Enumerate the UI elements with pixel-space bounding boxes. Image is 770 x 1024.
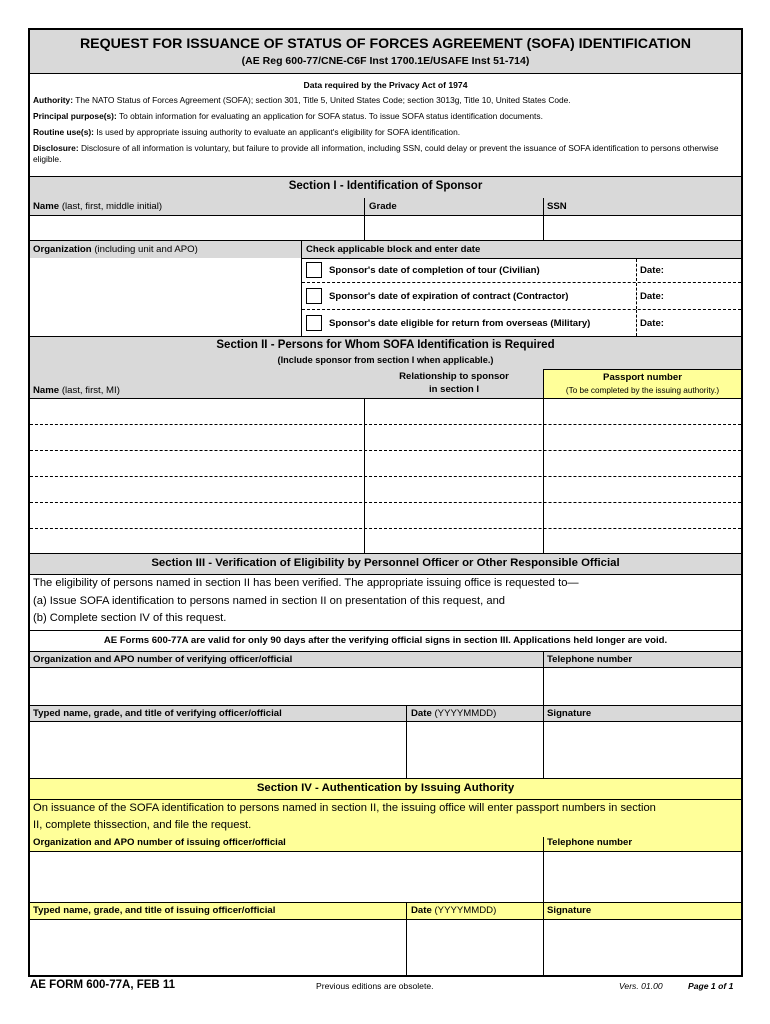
form-version: Vers. 01.00 xyxy=(619,981,663,991)
section4-heading: Section IV - Authentication by Issuing Authority xyxy=(256,782,515,794)
verifying-typed-name-input[interactable] xyxy=(31,722,405,778)
sponsor-grade-label: Grade xyxy=(369,201,397,212)
persons-name-label: Name (last, first, MI) xyxy=(33,385,120,396)
sponsor-org-label: Organization (including unit and APO) xyxy=(33,244,198,255)
section4-line2: II, complete thissection, and file the request. xyxy=(33,819,252,831)
person-row-2[interactable] xyxy=(31,425,741,449)
sponsor-ssn-input[interactable] xyxy=(544,216,740,240)
verifying-signature-input[interactable] xyxy=(544,722,740,778)
person-row-1[interactable] xyxy=(31,399,741,423)
section3-line1: The eligibility of persons named in section II has been verified. The appropriate issuing office is requested to— xyxy=(33,577,579,589)
verifying-date-label: Date (YYYYMMDD) xyxy=(411,708,497,719)
person-row-5[interactable] xyxy=(31,503,741,527)
civilian-date-input[interactable] xyxy=(670,260,740,280)
checkbox-civilian[interactable] xyxy=(306,262,322,278)
privacy-disclosure: Disclosure: Disclosure of all information is voluntary, but failure to provide all information, including SSN, could delay or prevent the issuance of SOFA identification to persons otherwise eligible. xyxy=(33,143,719,164)
issuing-date-input[interactable] xyxy=(407,920,542,976)
contractor-date-input[interactable] xyxy=(670,285,740,307)
privacy-heading: Data required by the Privacy Act of 1974 xyxy=(303,80,468,90)
passport-hint: (To be completed by the issuing authority.) xyxy=(565,386,720,395)
form-subtitle: (AE Reg 600-77/CNE-C6F Inst 1700.1E/USAFE Inst 51-714) xyxy=(241,55,530,67)
page-number: Page 1 of 1 xyxy=(688,981,734,991)
verifying-phone-input[interactable] xyxy=(544,668,740,705)
section3-line2: (a) Issue SOFA identification to persons named in section II on presentation of this request, and xyxy=(33,595,506,607)
sponsor-name-input[interactable] xyxy=(31,216,363,240)
verifying-org-input[interactable] xyxy=(31,668,542,705)
verifying-signature-label: Signature xyxy=(547,708,592,719)
verifying-date-input[interactable] xyxy=(407,722,542,778)
issuing-org-label: Organization and APO number of issuing officer/official xyxy=(33,837,286,848)
section2-heading: Section II - Persons for Whom SOFA Identification is Required xyxy=(216,339,555,351)
issuing-phone-label: Telephone number xyxy=(547,837,633,848)
checkbox-military[interactable] xyxy=(306,315,322,331)
option-contractor-label: Sponsor's date of expiration of contract (Contractor) xyxy=(329,291,569,302)
person-row-6[interactable] xyxy=(31,529,741,553)
option-civilian-date-label: Date: xyxy=(640,265,664,276)
obsolete-notice: Previous editions are obsolete. xyxy=(316,981,434,991)
form-id: AE FORM 600-77A, FEB 11 xyxy=(30,979,176,991)
verifying-typed-name-label: Typed name, grade, and title of verifying officer/official xyxy=(33,708,282,719)
issuing-signature-label: Signature xyxy=(547,905,592,916)
option-contractor-date-label: Date: xyxy=(640,291,664,302)
validity-notice: AE Forms 600-77A are valid for only 90 days after the verifying official signs in section III. Applications held longer are void. xyxy=(103,635,668,646)
issuing-date-label: Date (YYYYMMDD) xyxy=(411,905,497,916)
relationship-label-line1: Relationship to sponsor xyxy=(399,371,509,382)
sponsor-name-label: Name (last, first, middle initial) xyxy=(33,201,163,212)
person-row-3[interactable] xyxy=(31,451,741,475)
person-row-4[interactable] xyxy=(31,477,741,501)
section1-heading: Section I - Identification of Sponsor xyxy=(288,180,483,192)
issuing-typed-name-label: Typed name, grade, and title of issuing officer/official xyxy=(33,905,276,916)
form-title: REQUEST FOR ISSUANCE OF STATUS OF FORCES AGREEMENT (SOFA) IDENTIFICATION xyxy=(79,36,692,52)
option-civilian-label: Sponsor's date of completion of tour (Civilian) xyxy=(329,265,540,276)
issuing-phone-input[interactable] xyxy=(544,852,740,902)
verifying-phone-label: Telephone number xyxy=(547,654,633,665)
relationship-label-line2: in section I xyxy=(428,384,480,395)
section4-line1: On issuance of the SOFA identification to persons named in section II, the issuing office will enter passport numbers in section xyxy=(33,802,656,814)
section3-heading: Section III - Verification of Eligibility by Personnel Officer or Other Responsible Official xyxy=(151,557,620,569)
military-date-input[interactable] xyxy=(670,312,740,334)
issuing-typed-name-input[interactable] xyxy=(31,920,405,976)
check-block-heading: Check applicable block and enter date xyxy=(306,244,481,255)
sponsor-org-input[interactable] xyxy=(31,259,300,336)
option-military-date-label: Date: xyxy=(640,318,664,329)
privacy-routine-use: Routine use(s): Is used by appropriate issuing authority to evaluate an applicant's eligibility for SOFA identification. xyxy=(33,127,461,137)
checkbox-contractor[interactable] xyxy=(306,288,322,304)
issuing-signature-input[interactable] xyxy=(544,920,740,976)
option-military-label: Sponsor's date eligible for return from overseas (Military) xyxy=(329,318,591,329)
verifying-org-label: Organization and APO number of verifying officer/official xyxy=(33,654,293,665)
issuing-org-input[interactable] xyxy=(31,852,542,902)
section2-subheading: (Include sponsor from section I when applicable.) xyxy=(277,355,494,365)
sponsor-grade-input[interactable] xyxy=(365,216,542,240)
passport-label: Passport number xyxy=(603,372,682,383)
privacy-purpose: Principal purpose(s): To obtain information for evaluating an application for SOFA status. To issue SOFA status identification documents. xyxy=(33,111,543,121)
section3-line3: (b) Complete section IV of this request. xyxy=(33,612,227,624)
privacy-authority: Authority: The NATO Status of Forces Agreement (SOFA); section 301, Title 5, United States Code; section 3013g, Title 10, United States Code. xyxy=(33,95,571,105)
sponsor-ssn-label: SSN xyxy=(547,201,567,212)
